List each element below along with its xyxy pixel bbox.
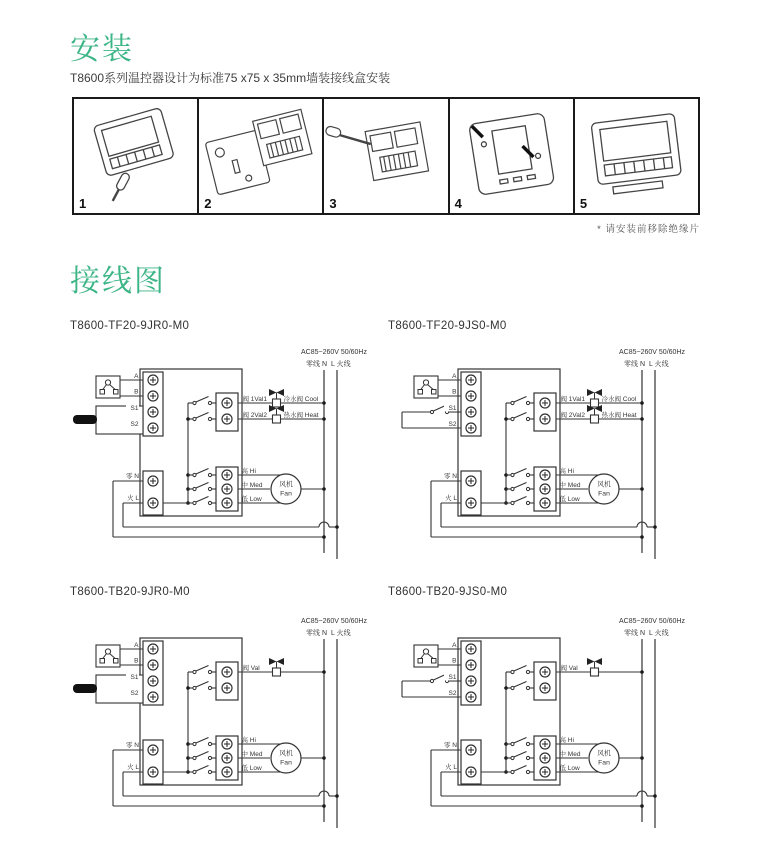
install-heading: 安装 xyxy=(70,33,134,66)
step-5-illustration xyxy=(575,99,698,213)
svg-text:S1: S1 xyxy=(130,674,139,681)
step-panel-2 xyxy=(199,99,324,213)
svg-text:S1: S1 xyxy=(130,405,139,412)
step-3-illustration xyxy=(324,99,447,213)
svg-text:AC85~260V 50/60Hz: AC85~260V 50/60Hz xyxy=(619,618,685,625)
svg-text:风机: 风机 xyxy=(597,481,611,489)
svg-text:A: A xyxy=(134,373,139,380)
step-panel-5 xyxy=(575,99,698,213)
svg-text:L 火线: L 火线 xyxy=(331,630,351,637)
svg-text:S2: S2 xyxy=(130,690,139,697)
svg-text:火 L: 火 L xyxy=(127,764,139,771)
svg-text:风机: 风机 xyxy=(279,481,293,489)
svg-text:零 N: 零 N xyxy=(444,742,457,749)
step-1-illustration xyxy=(74,99,197,213)
step-number: 3 xyxy=(329,196,337,211)
svg-text:阀 2Val2: 阀 2Val2 xyxy=(242,412,267,420)
svg-text:低 Low: 低 Low xyxy=(241,765,262,773)
diagram-title-tb20-9js0: T8600-TB20-9JS0-M0 xyxy=(388,586,508,598)
svg-text:S2: S2 xyxy=(448,690,457,697)
wiring-diagram-1 xyxy=(70,343,390,568)
svg-text:高 Hi: 高 Hi xyxy=(559,737,574,745)
svg-text:阀 2Val2: 阀 2Val2 xyxy=(560,412,585,420)
svg-text:B: B xyxy=(452,388,457,396)
svg-text:AC85~260V 50/60Hz: AC85~260V 50/60Hz xyxy=(619,349,685,356)
step-number: 2 xyxy=(204,196,212,211)
svg-text:AC85~260V 50/60Hz: AC85~260V 50/60Hz xyxy=(301,349,367,356)
svg-text:风机: 风机 xyxy=(279,750,293,758)
svg-text:B: B xyxy=(134,657,139,665)
svg-text:火 L: 火 L xyxy=(445,495,457,502)
wiring-heading: 接线图 xyxy=(70,265,166,298)
svg-text:火 L: 火 L xyxy=(127,495,139,502)
svg-text:高 Hi: 高 Hi xyxy=(559,468,574,476)
svg-text:风机: 风机 xyxy=(597,750,611,758)
svg-text:A: A xyxy=(452,373,457,380)
svg-text:阀 Val: 阀 Val xyxy=(242,665,260,673)
svg-text:高 Hi: 高 Hi xyxy=(241,468,256,476)
svg-text:零线 N: 零线 N xyxy=(624,361,645,368)
install-subtitle: T8600系列温控器设计为标准75 x75 x 35mm墙装接线盒安装 xyxy=(70,71,391,85)
svg-text:零 N: 零 N xyxy=(126,473,139,480)
step-number: 4 xyxy=(454,196,462,211)
svg-text:S2: S2 xyxy=(130,421,139,428)
pre-install-note: * 请安装前移除绝缘片 xyxy=(597,224,700,235)
svg-text:B: B xyxy=(452,657,457,665)
svg-text:冷水阀 Cool: 冷水阀 Cool xyxy=(283,396,319,404)
svg-text:S2: S2 xyxy=(448,421,457,428)
svg-text:B: B xyxy=(134,388,139,396)
svg-text:低 Low: 低 Low xyxy=(559,765,580,773)
step-panel-3 xyxy=(324,99,449,213)
svg-text:阀 1Val1: 阀 1Val1 xyxy=(560,396,585,404)
svg-text:S1: S1 xyxy=(448,405,457,412)
wiring-diagram-4 xyxy=(388,612,708,837)
svg-text:中 Med: 中 Med xyxy=(559,751,581,759)
svg-text:A: A xyxy=(134,642,139,649)
svg-text:AC85~260V 50/60Hz: AC85~260V 50/60Hz xyxy=(301,618,367,625)
svg-text:零 N: 零 N xyxy=(444,473,457,480)
svg-text:零线 N: 零线 N xyxy=(306,630,327,637)
wiring-diagram-3 xyxy=(70,612,390,837)
svg-text:火 L: 火 L xyxy=(445,764,457,771)
svg-text:低 Low: 低 Low xyxy=(241,496,262,504)
step-number: 1 xyxy=(79,196,87,211)
step-4-illustration xyxy=(450,99,573,213)
svg-text:L 火线: L 火线 xyxy=(649,361,669,368)
step-2-illustration xyxy=(199,99,322,213)
svg-text:S1: S1 xyxy=(448,674,457,681)
svg-text:零线 N: 零线 N xyxy=(624,630,645,637)
svg-text:冷水阀 Cool: 冷水阀 Cool xyxy=(601,396,637,404)
svg-text:热水阀 Heat: 热水阀 Heat xyxy=(601,412,637,420)
svg-text:阀 1Val1: 阀 1Val1 xyxy=(242,396,267,404)
svg-text:高 Hi: 高 Hi xyxy=(241,737,256,745)
wiring-diagram-2 xyxy=(388,343,708,568)
step-panel-4 xyxy=(450,99,575,213)
diagram-title-tf20-9jr0: T8600-TF20-9JR0-M0 xyxy=(70,320,190,332)
svg-text:Fan: Fan xyxy=(598,759,610,767)
svg-text:零 N: 零 N xyxy=(126,742,139,749)
svg-text:中 Med: 中 Med xyxy=(559,482,581,490)
diagram-title-tf20-9js0: T8600-TF20-9JS0-M0 xyxy=(388,320,507,332)
step-panel-1 xyxy=(74,99,199,213)
svg-text:Fan: Fan xyxy=(280,759,292,767)
svg-text:热水阀 Heat: 热水阀 Heat xyxy=(283,412,319,420)
svg-text:阀 Val: 阀 Val xyxy=(560,665,578,673)
svg-text:Fan: Fan xyxy=(280,490,292,498)
svg-text:中 Med: 中 Med xyxy=(241,482,263,490)
svg-text:Fan: Fan xyxy=(598,490,610,498)
svg-text:A: A xyxy=(452,642,457,649)
svg-text:L 火线: L 火线 xyxy=(331,361,351,368)
svg-text:中 Med: 中 Med xyxy=(241,751,263,759)
svg-text:零线 N: 零线 N xyxy=(306,361,327,368)
svg-text:低 Low: 低 Low xyxy=(559,496,580,504)
installation-steps-strip xyxy=(72,97,700,215)
svg-text:L 火线: L 火线 xyxy=(649,630,669,637)
diagram-title-tb20-9jr0: T8600-TB20-9JR0-M0 xyxy=(70,586,190,598)
step-number: 5 xyxy=(579,196,588,211)
